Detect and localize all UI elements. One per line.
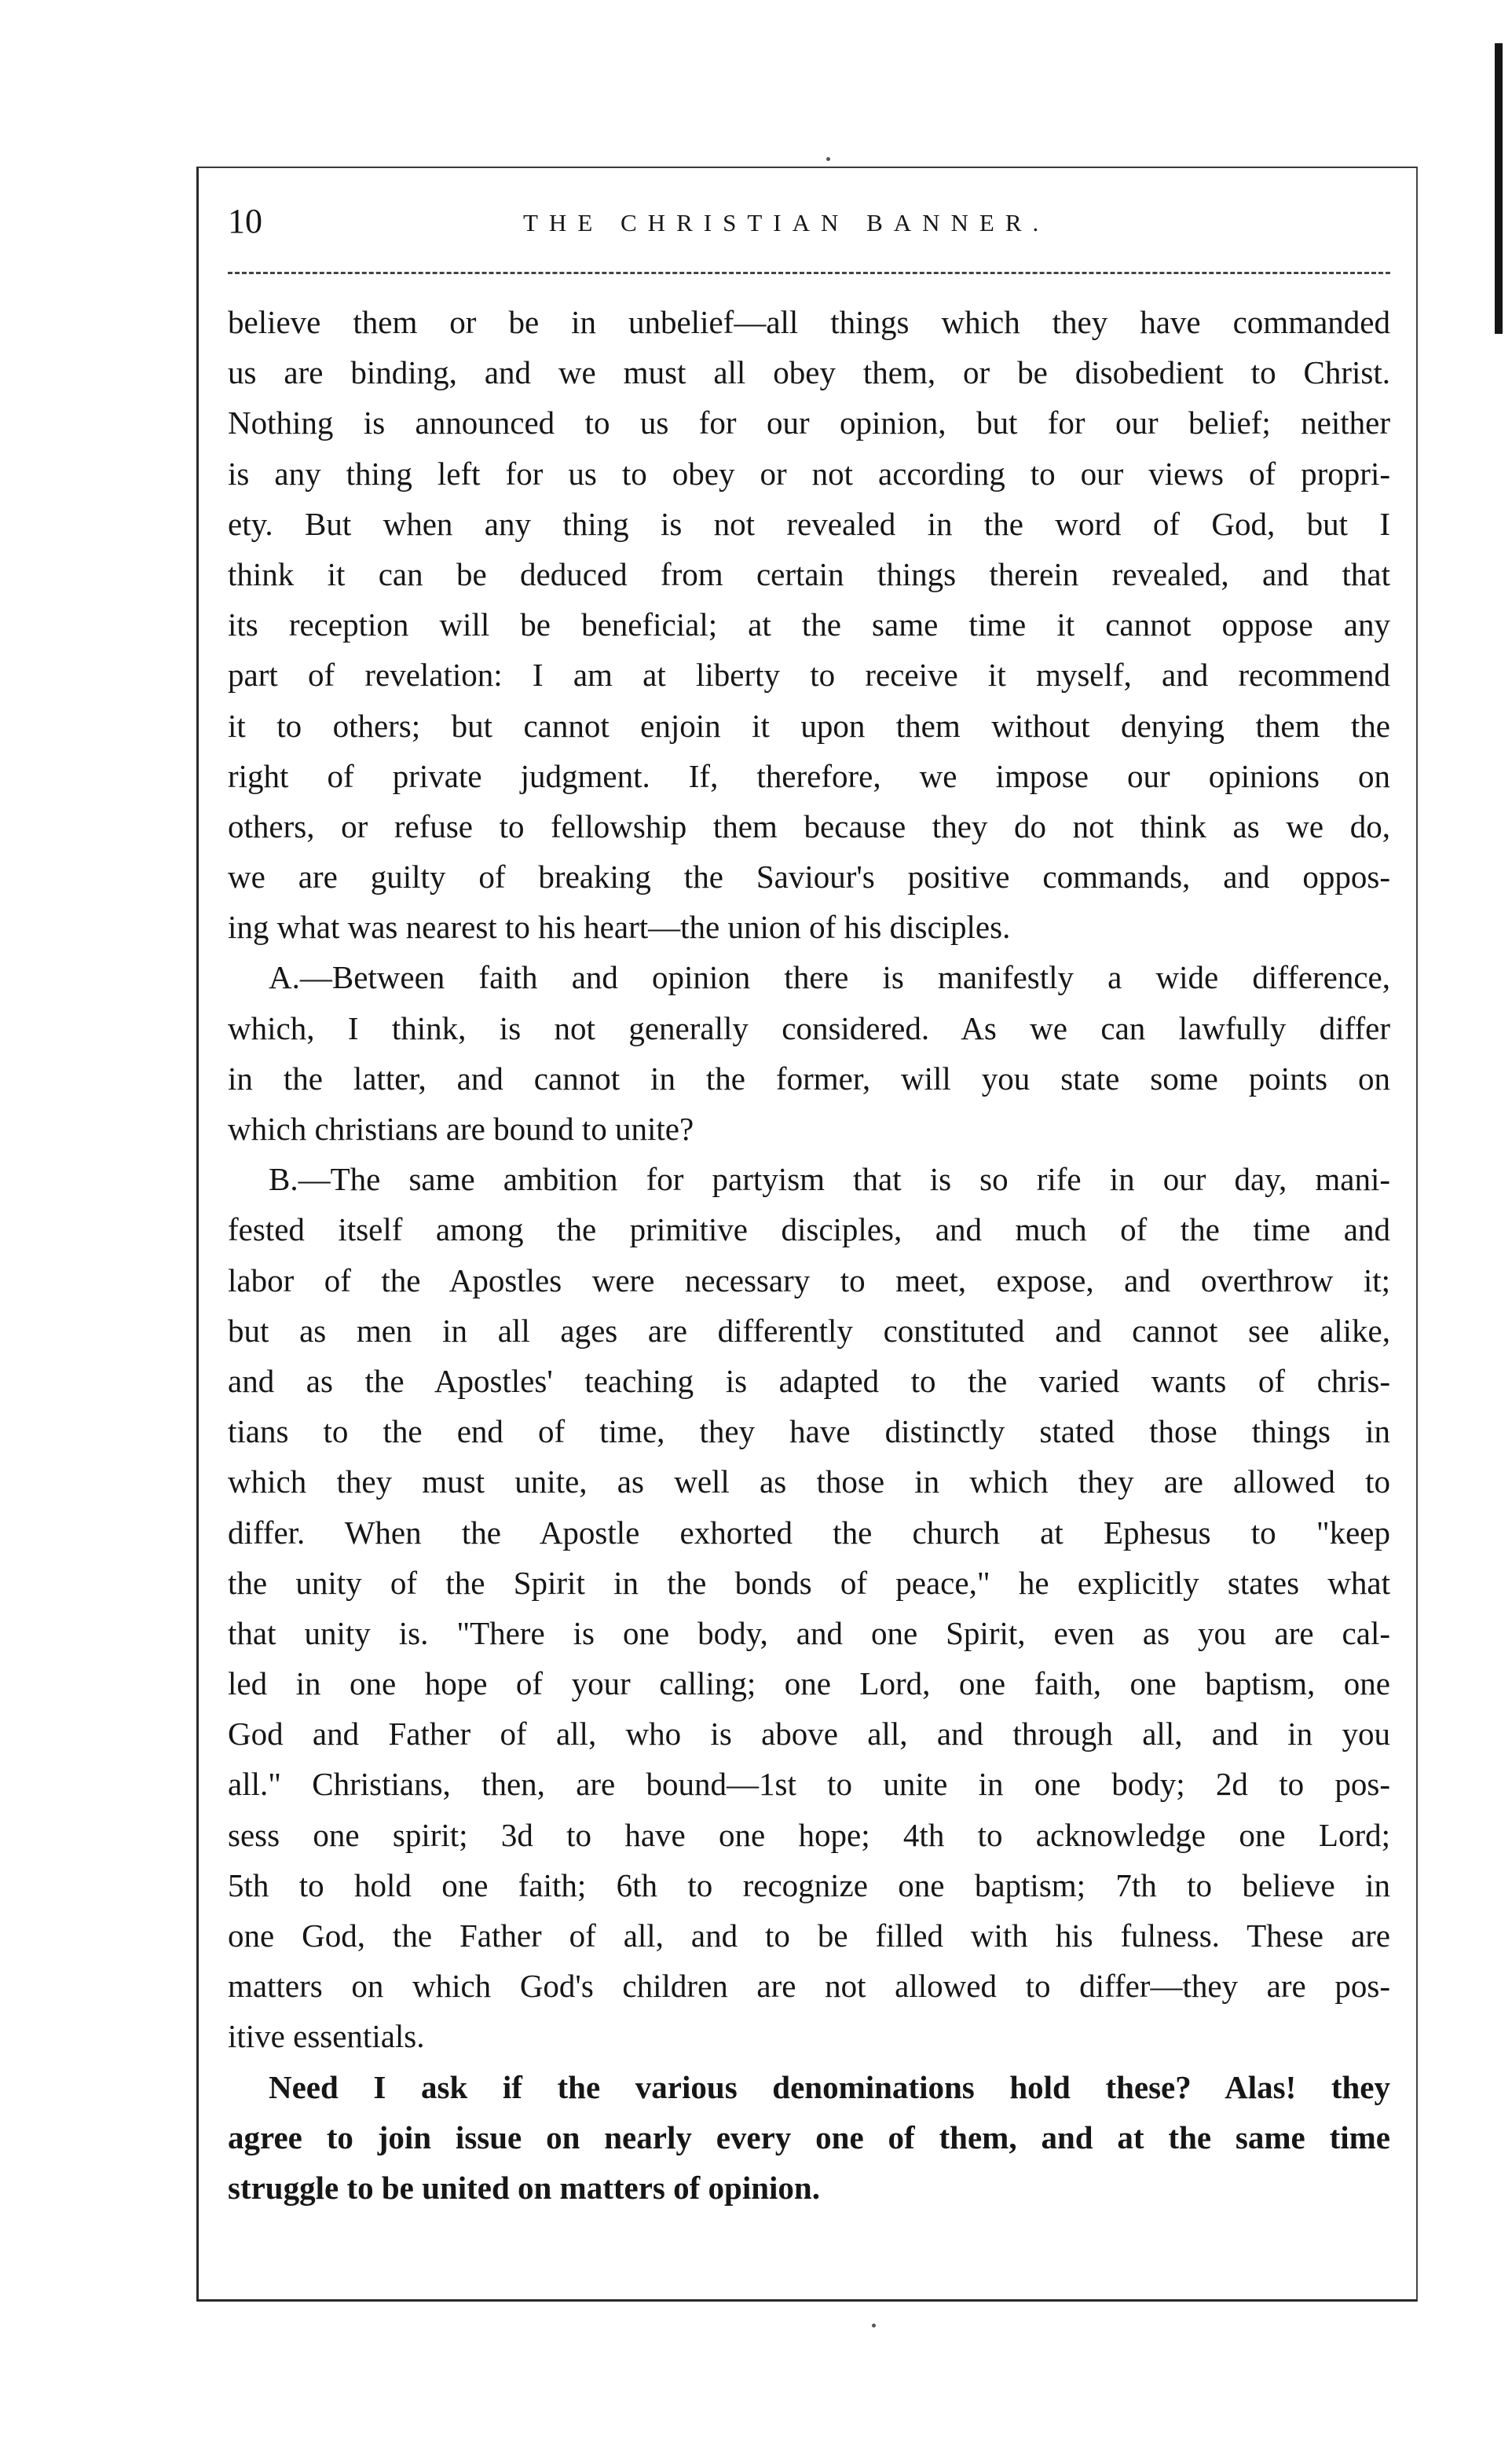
text-line: we are guilty of breaking the Saviour's positive commands, and oppos-	[228, 859, 1390, 896]
scan-speck	[826, 157, 830, 161]
text-line: in the latter, and cannot in the former, will you state some points on	[228, 1060, 1390, 1097]
header-rule	[228, 272, 1390, 274]
text-line: which christians are bound to unite?	[228, 1111, 694, 1147]
text-line: matters on which God's children are not allowed to differ—they are pos-	[228, 1968, 1390, 2005]
text-line: right of private judgment. If, therefore, we impose our opinions on	[228, 757, 1390, 794]
journal-title: THE CHRISTIAN BANNER.	[523, 209, 1050, 236]
text-line: one God, the Father of all, and to be filled with his fulness. These are	[228, 1917, 1390, 1954]
article-text	[228, 297, 1390, 2213]
text-line: and as the Apostles' teaching is adapted to the varied wants of chris-	[228, 1362, 1390, 1399]
scan-edge-mark	[1495, 43, 1503, 334]
text-line: others, or refuse to fellowship them because they do not think as we do,	[228, 808, 1390, 844]
text-line: that unity is. "There is one body, and one Spirit, even as you are cal-	[228, 1614, 1390, 1651]
text-line: Need I ask if the various denominations hold these? Alas! they	[269, 2068, 1390, 2105]
text-line: which they must unite, as well as those in which they are allowed to	[228, 1463, 1390, 1500]
text-line: God and Father of all, who is above all, and through all, and in you	[228, 1716, 1390, 1753]
text-line: struggle to be united on matters of opinion.	[228, 2169, 820, 2206]
text-line: B.—The same ambition for partyism that is so rife in our day, mani-	[269, 1161, 1390, 1198]
text-line: 5th to hold one faith; 6th to recognize one baptism; 7th to believe in	[228, 1866, 1390, 1903]
text-line: its reception will be beneficial; at the same time it cannot oppose any	[228, 606, 1390, 643]
text-line: sess one spirit; 3d to have one hope; 4th to acknowledge one Lord;	[228, 1816, 1390, 1853]
text-line: itive essentials.	[228, 2018, 425, 2055]
text-line: it to others; but cannot enjoin it upon them without denying them the	[228, 707, 1390, 744]
text-line: which, I think, is not generally considered. As we can lawfully differ	[228, 1009, 1390, 1046]
text-line: think it can be deduced from certain things therein revealed, and that	[228, 555, 1390, 592]
text-line: differ. When the Apostle exhorted the church at Ephesus to "keep	[228, 1514, 1390, 1551]
text-line: led in one hope of your calling; one Lord, one faith, one baptism, one	[228, 1665, 1390, 1702]
text-line: believe them or be in unbelief—all things which they have commanded	[228, 304, 1390, 340]
text-line: the unity of the Spirit in the bonds of peace," he explicitly states what	[228, 1564, 1390, 1601]
text-line: labor of the Apostles were necessary to meet, expose, and overthrow it;	[228, 1262, 1390, 1298]
running-head	[228, 200, 1390, 247]
text-line: all." Christians, then, are bound—1st to unite in one body; 2d to pos-	[228, 1766, 1390, 1803]
text-line: agree to join issue on nearly every one of them, and at the same time	[228, 2119, 1390, 2155]
text-line: Nothing is announced to us for our opinion, but for our belief; neither	[228, 405, 1390, 441]
page-number: 10	[228, 202, 262, 240]
text-line: is any thing left for us to obey or not according to our views of propri-	[228, 455, 1390, 492]
text-line: but as men in all ages are differently constituted and cannot see alike,	[228, 1312, 1390, 1349]
text-line: us are binding, and we must all obey them, or be disobedient to Christ.	[228, 354, 1390, 391]
scan-speck	[872, 2324, 876, 2328]
text-line: ing what was nearest to his heart—the union of his disciples.	[228, 909, 1011, 946]
text-line: fested itself among the primitive disciples, and much of the time and	[228, 1211, 1390, 1248]
text-line: A.—Between faith and opinion there is manifestly a wide difference,	[269, 959, 1390, 996]
text-line: part of revelation: I am at liberty to receive it myself, and recommend	[228, 657, 1390, 694]
text-line: tians to the end of time, they have distinctly stated those things in	[228, 1413, 1390, 1450]
text-line: ety. But when any thing is not revealed in the word of God, but I	[228, 505, 1390, 542]
